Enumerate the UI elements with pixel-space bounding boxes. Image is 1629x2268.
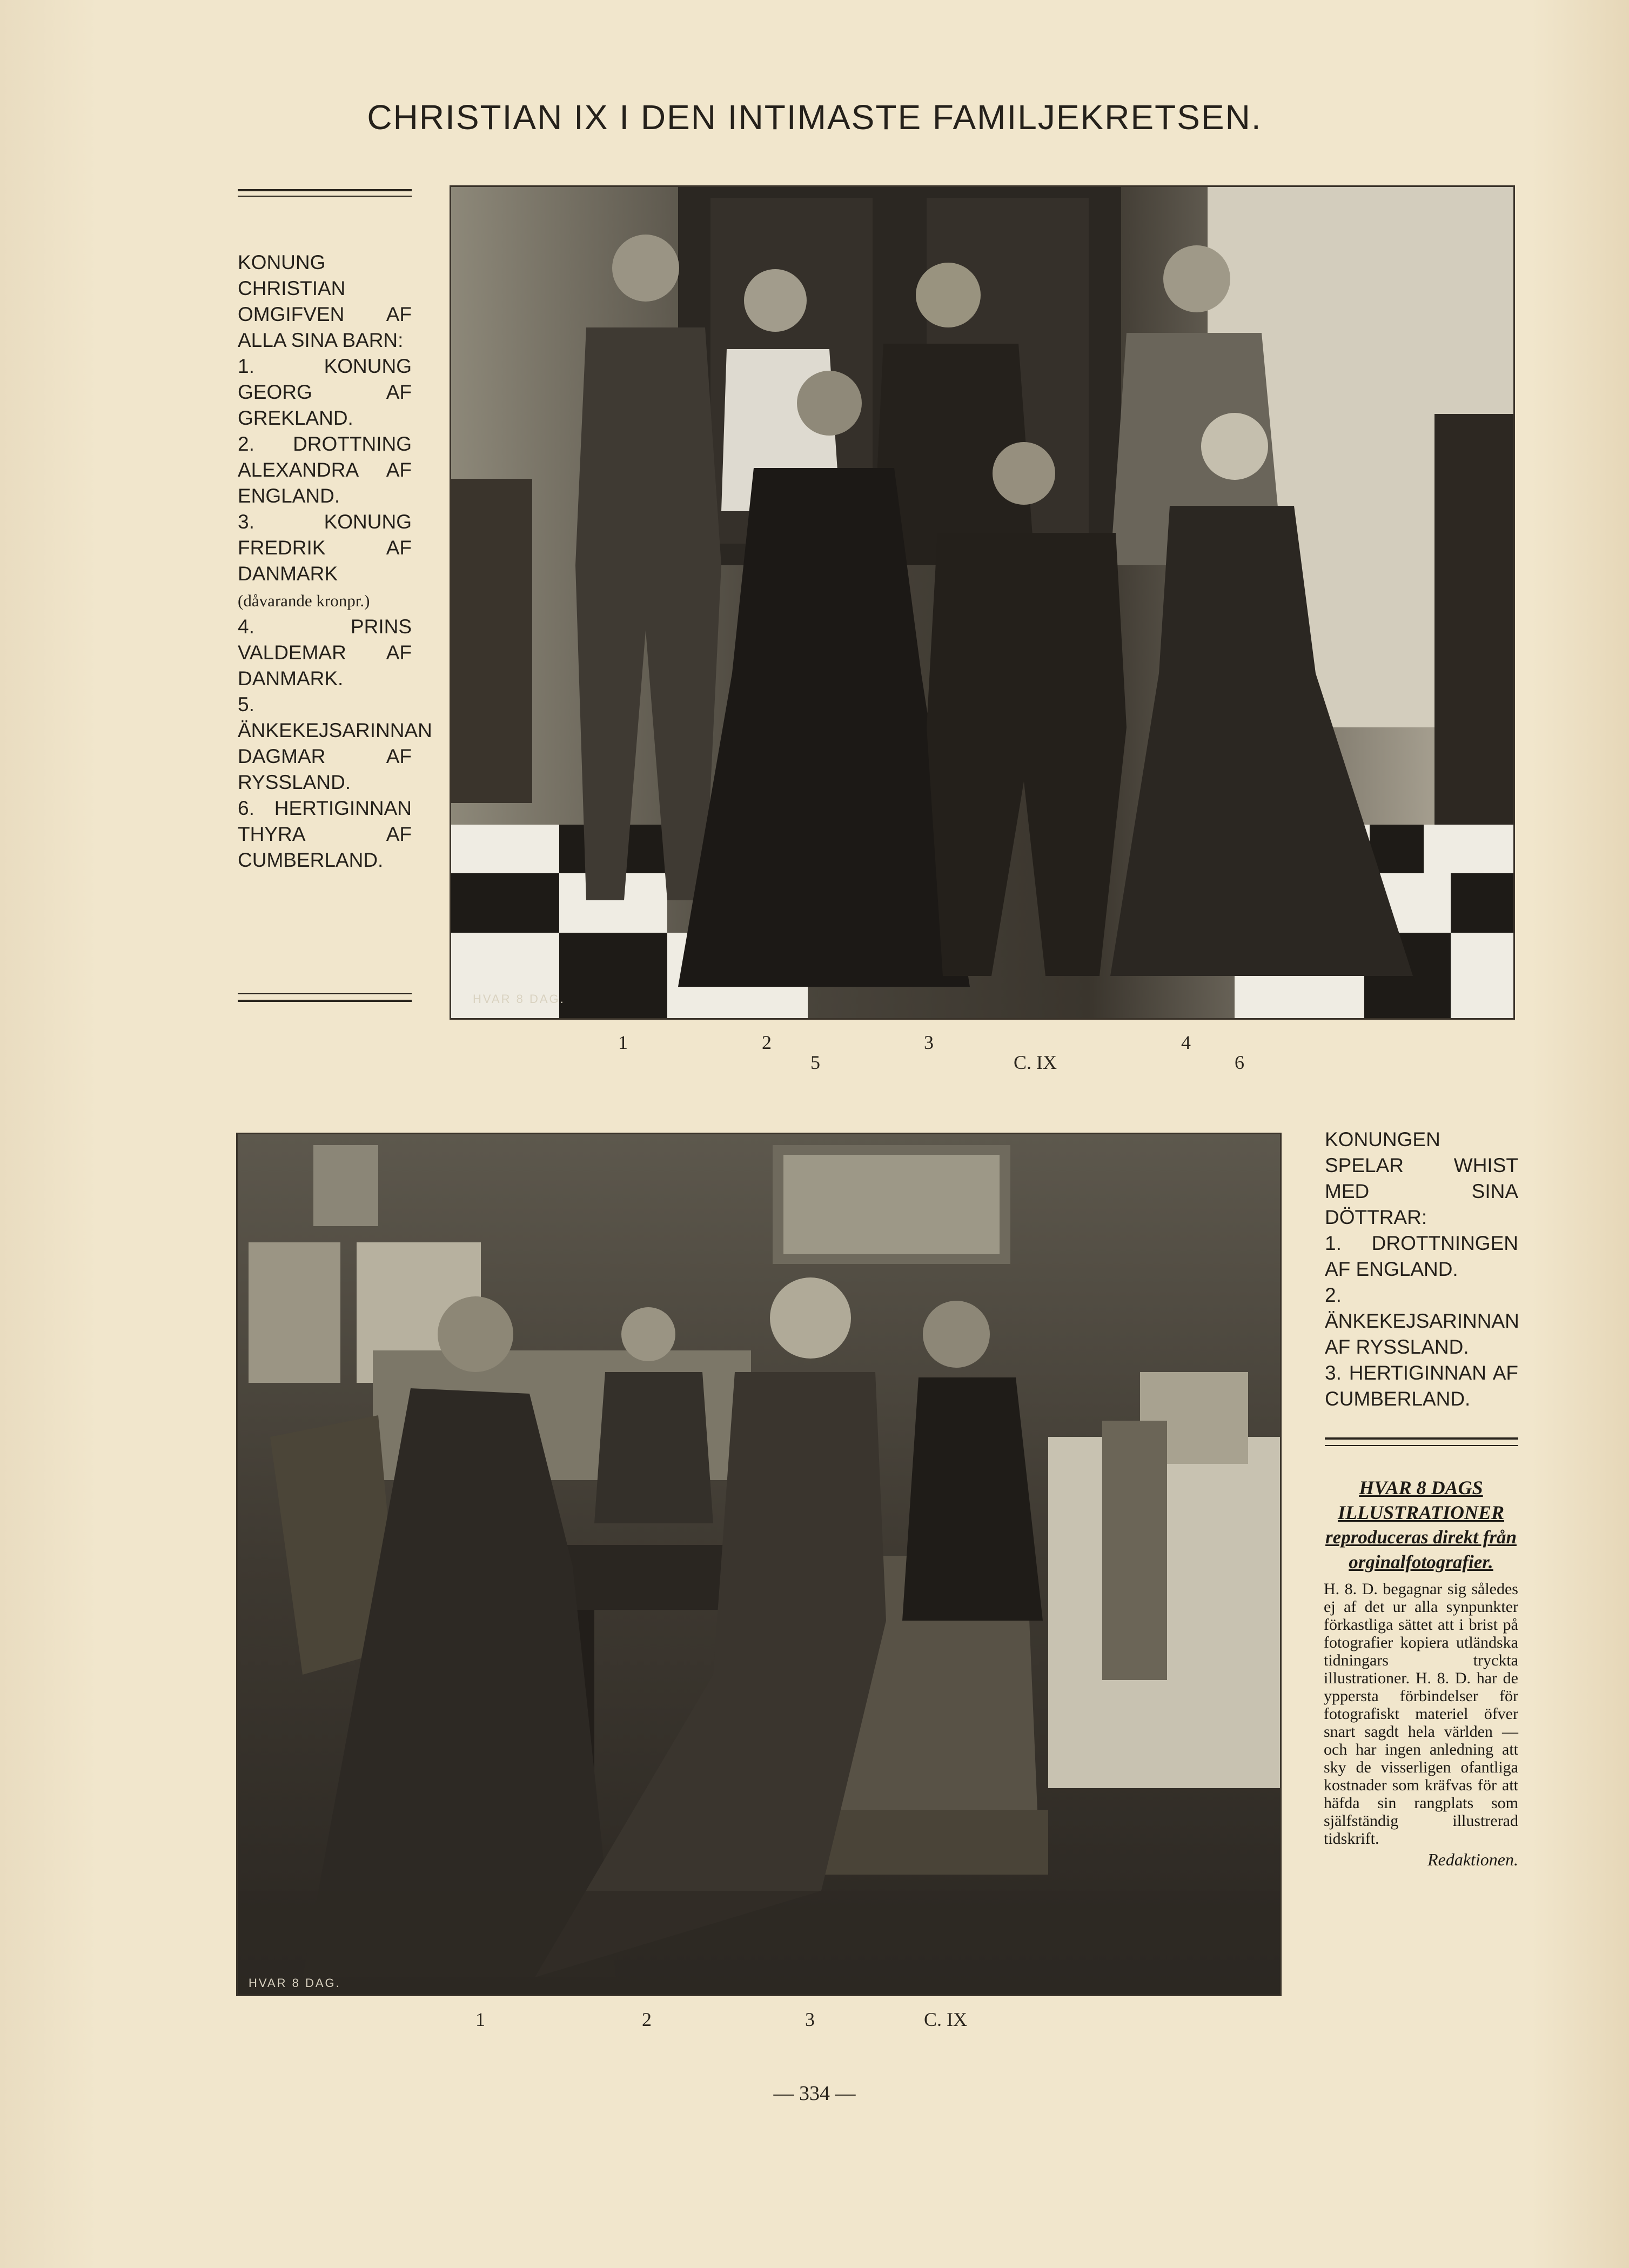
notice-top-rule-2: [1325, 1445, 1518, 1446]
notice-signature: Redaktionen.: [1427, 1850, 1518, 1869]
top-caption-heading: KONUNG CHRISTIAN OMGIFVEN AF ALLA SINA BARN:: [238, 251, 412, 351]
bottom-number-1: 1: [475, 2009, 485, 2030]
top-number-3: 3: [924, 1032, 934, 1053]
top-number-2: 2: [762, 1032, 772, 1053]
page-title: CHRISTIAN IX I DEN INTIMASTE FAMILJEKRETSEN.: [367, 98, 1262, 137]
top-caption-item-4: 4. PRINS VALDEMAR AF DANMARK.: [238, 615, 412, 690]
notice-heading: HVAR 8 DAGS ILLUSTRATIONER: [1337, 1477, 1505, 1523]
bottom-caption-item-2: 2. ÄNKEKEJSARINNAN AF RYSSLAND.: [1325, 1284, 1519, 1358]
top-caption-item-3-note: (dåvarande kronpr.): [238, 591, 370, 610]
page-number: — 334 —: [773, 2082, 856, 2105]
whist-game-photo: [236, 1133, 1282, 1996]
top-number-1: 1: [618, 1032, 628, 1053]
notice-body: H. 8. D. begagnar sig således ej af det ur alla synpunkter förkastliga sättet att i brist på fotografier kopiera utländska tidningars tryckta illustrationer. H. 8. D. har de yppersta förbindelser för fotografiskt materiel öfver snart sagdt hela världen — och har ingen anledning att sky de visserligen ofantliga kostnader som kräfvas för att häfda sin rangplats som själfständig illustrerad tidskrift.: [1324, 1580, 1518, 1848]
top-caption-item-1: 1. KONUNG GEORG AF GREKLAND.: [238, 355, 412, 429]
top-number-5: 5: [810, 1052, 820, 1073]
notice-top-rule: [1325, 1437, 1518, 1440]
bottom-photo-watermark: HVAR 8 DAG.: [249, 1976, 341, 1990]
top-number-4: 4: [1181, 1032, 1191, 1053]
top-caption-item-5: 5. ÄNKEKEJSARINNAN DAGMAR AF RYSSLAND.: [238, 693, 432, 793]
top-number-cix: C. IX: [1014, 1052, 1057, 1073]
bottom-number-2: 2: [642, 2009, 652, 2030]
caption-top-rule: [238, 189, 412, 191]
bottom-number-cix: C. IX: [924, 2009, 967, 2030]
bottom-caption-item-3: 3. HERTIGINNAN AF CUMBERLAND.: [1325, 1362, 1518, 1410]
bottom-caption: [1325, 1127, 1518, 1412]
bottom-number-3: 3: [805, 2009, 815, 2030]
top-photo-watermark: HVAR 8 DAG.: [473, 992, 565, 1006]
top-number-6: 6: [1235, 1052, 1244, 1073]
caption-top-rule-2: [238, 196, 412, 197]
top-caption-item-2: 2. DROTTNING ALEXANDRA AF ENGLAND.: [238, 433, 412, 507]
caption-bottom-rule: [238, 993, 412, 994]
bottom-caption-item-1: 1. DROTTNINGEN AF ENGLAND.: [1325, 1232, 1518, 1280]
bottom-caption-heading: KONUNGEN SPELAR WHIST MED SINA DÖTTRAR:: [1325, 1128, 1518, 1228]
top-caption: [238, 250, 432, 873]
family-portrait-photo: [450, 185, 1515, 1020]
caption-bottom-rule-2: [238, 1000, 412, 1002]
whist-game-illustration: [238, 1134, 1280, 1995]
notice-box: [1324, 1475, 1518, 1870]
top-caption-item-3: 3. KONUNG FREDRIK AF DANMARK: [238, 511, 412, 585]
top-caption-item-3-wrap: [238, 509, 412, 614]
family-portrait-illustration: [451, 187, 1513, 1018]
top-caption-item-6: 6. HERTIGINNAN THYRA AF CUMBERLAND.: [238, 797, 412, 871]
notice-subheading: reproduceras direkt från orginalfotografier.: [1325, 1527, 1517, 1573]
